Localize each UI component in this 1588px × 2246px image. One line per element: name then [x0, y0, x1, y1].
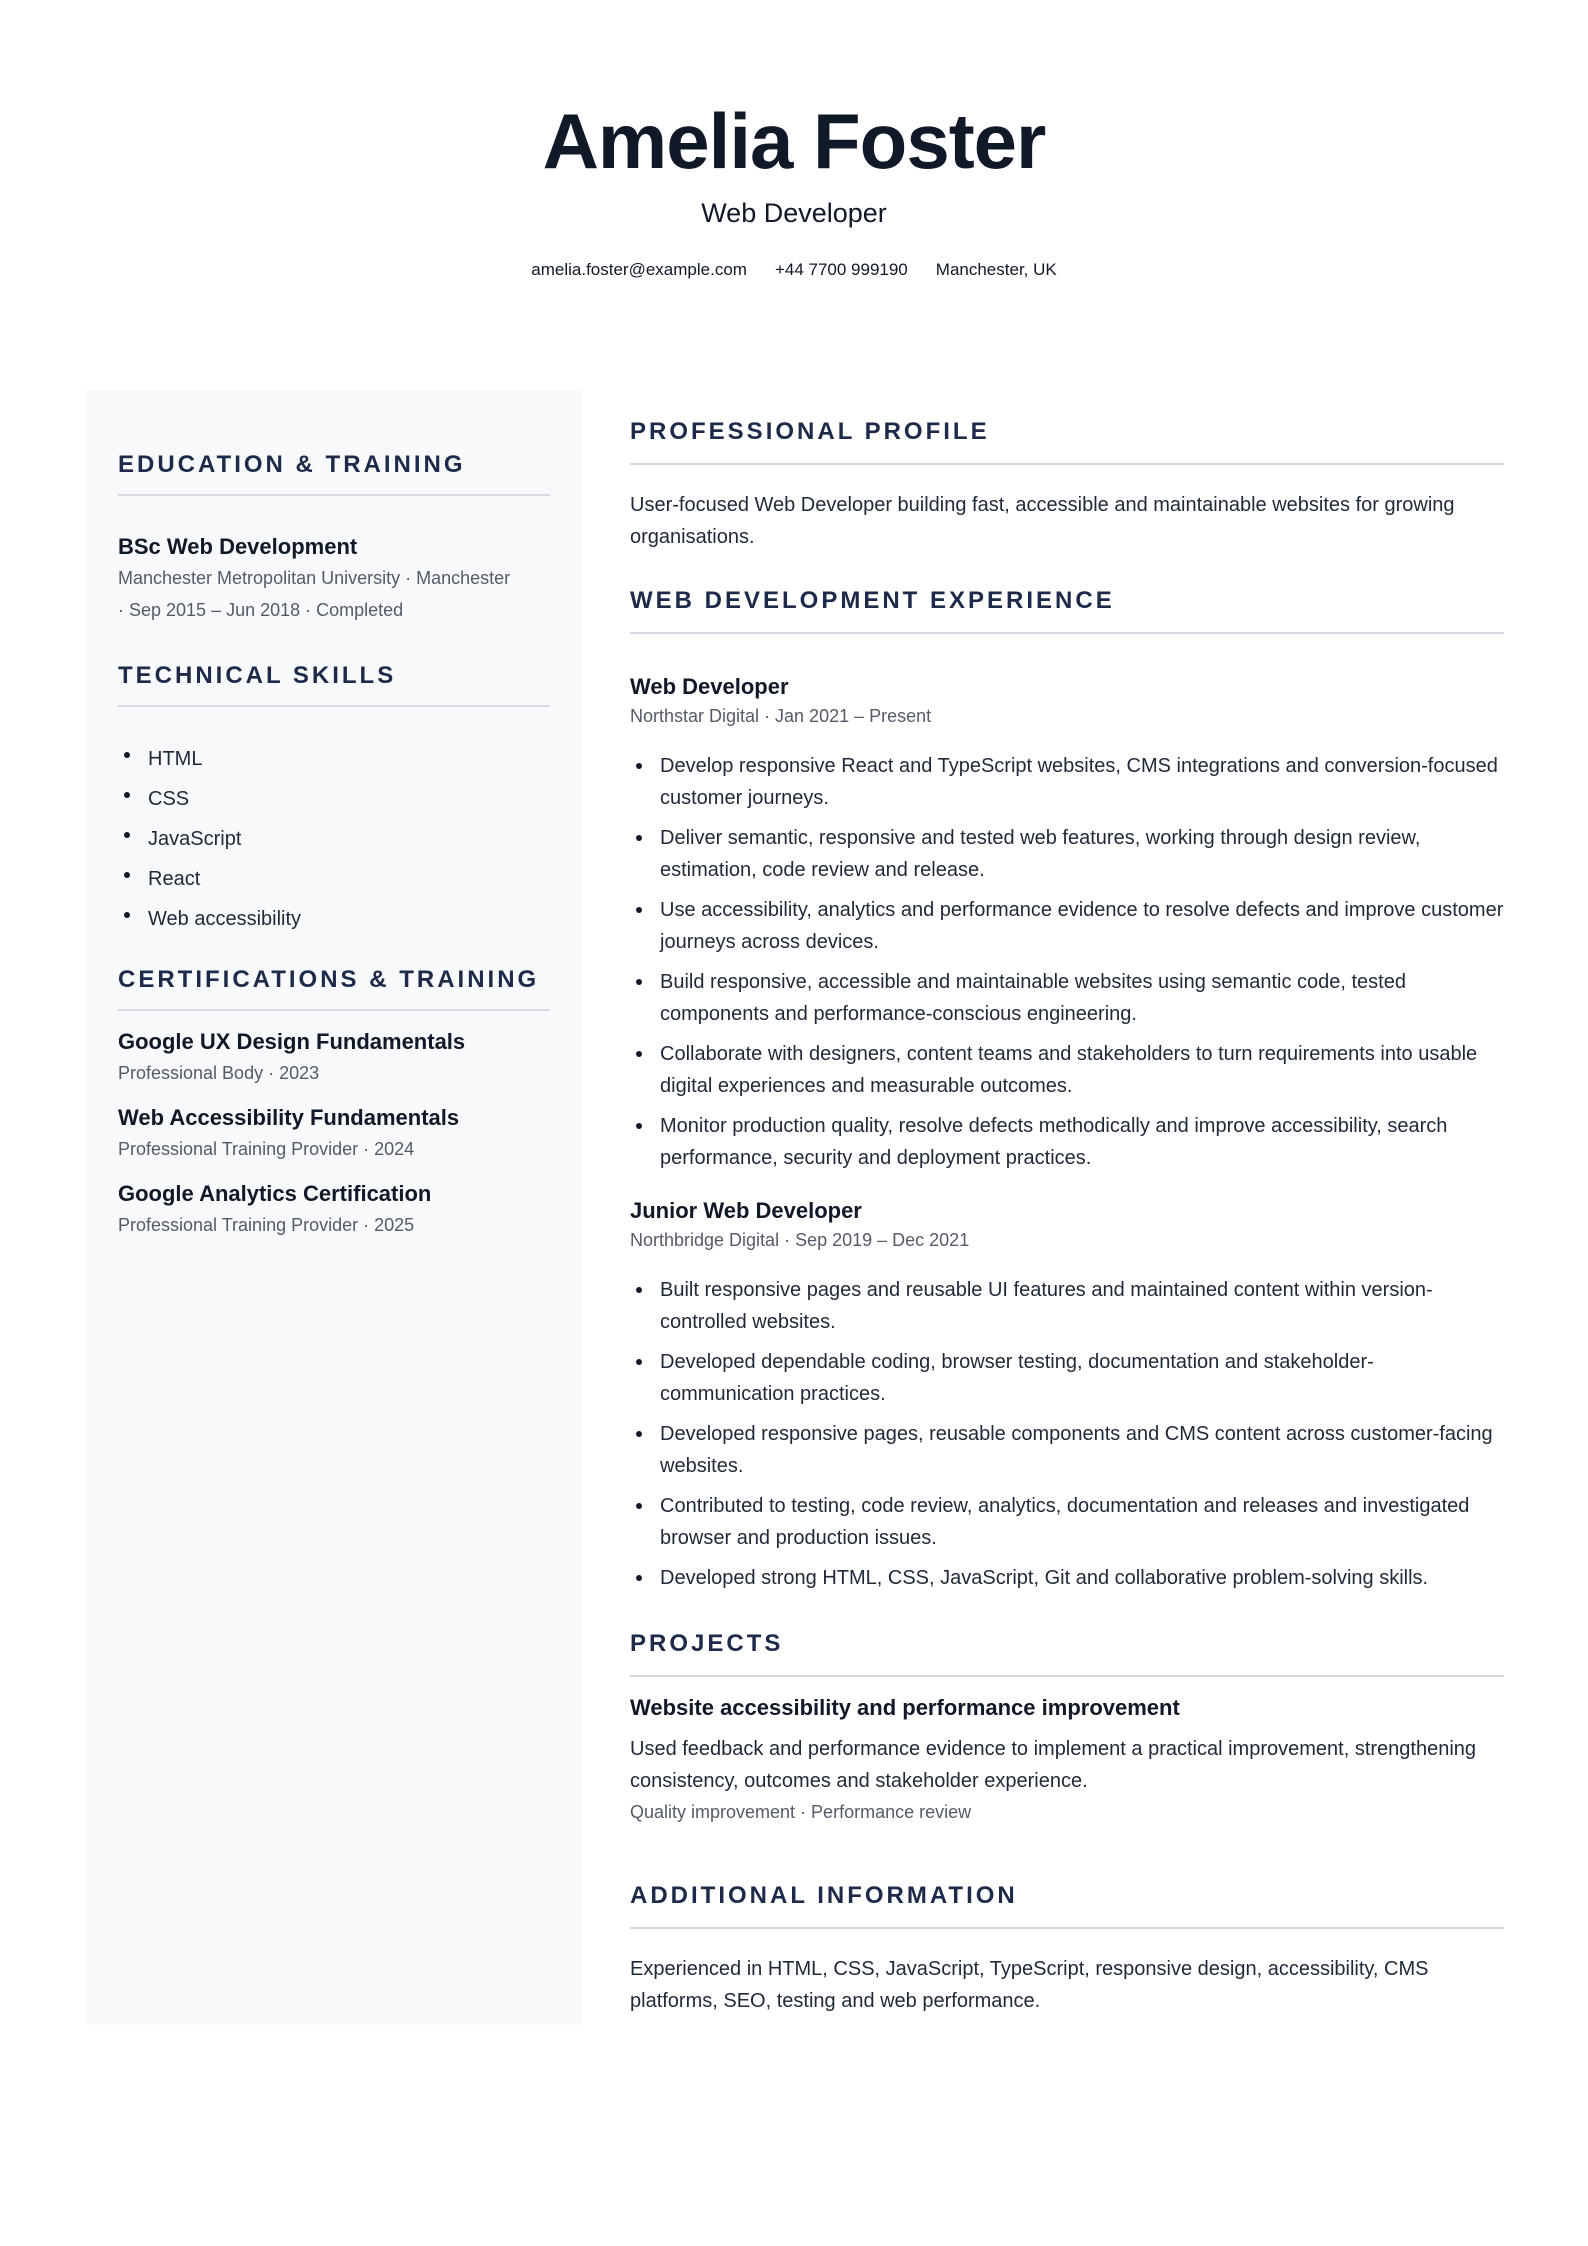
job-bullet: Monitor production quality, resolve defects methodically and improve accessibility, search performance, security and deployment practices.	[630, 1110, 1504, 1174]
experience-section	[630, 586, 1504, 1594]
job-meta: Northstar Digital · Jan 2021 – Present	[630, 706, 932, 726]
job-bullet: Deliver semantic, responsive and tested web features, working through design review, estimation, code review and release.	[630, 822, 1504, 886]
additional-section	[630, 1881, 1504, 2017]
section-divider	[630, 463, 1504, 465]
job-bullet: Developed dependable coding, browser testing, documentation and stakeholder-communication practices.	[630, 1346, 1504, 1410]
project-name: Website accessibility and performance improvement	[630, 1695, 1180, 1720]
job-bullet: Develop responsive React and TypeScript websites, CMS integrations and conversion-focused customer journeys.	[630, 750, 1504, 814]
job-role: Junior Web Developer	[630, 1198, 862, 1223]
skills-list	[118, 739, 550, 939]
candidate-name: Amelia Foster	[542, 97, 1046, 185]
job-bullet: Collaborate with designers, content teams and stakeholders to turn requirements into usable digital experiences and measurable outcomes.	[630, 1038, 1504, 1102]
education-degree: BSc Web Development	[118, 534, 358, 559]
profile-text: User-focused Web Developer building fast, accessible and maintainable websites for growing organisations.	[630, 494, 1455, 548]
contact-line	[0, 259, 1588, 281]
cert-meta: Professional Body · 2023	[118, 1063, 320, 1083]
projects-section	[630, 1629, 1504, 1827]
cert-item	[118, 1179, 550, 1241]
skill-item: Web accessibility	[118, 899, 550, 939]
job-bullet: Developed responsive pages, reusable components and CMS content across customer-facing websites.	[630, 1418, 1504, 1482]
cert-meta: Professional Training Provider · 2025	[118, 1215, 415, 1235]
skill-item: React	[118, 859, 550, 899]
cert-item	[118, 1027, 550, 1089]
skill-item: CSS	[118, 779, 550, 819]
cert-name: Google Analytics Certification	[118, 1181, 432, 1206]
job-meta: Northbridge Digital · Sep 2019 – Dec 2021	[630, 1230, 970, 1250]
education-meta-1: Manchester Metropolitan University · Manchester	[118, 568, 511, 588]
cert-meta: Professional Training Provider · 2024	[118, 1139, 415, 1159]
experience-title: WEB DEVELOPMENT EXPERIENCE	[630, 587, 1115, 614]
job-bullet: Build responsive, accessible and maintainable websites using semantic code, tested components and performance-conscious engineering.	[630, 966, 1504, 1030]
job-bullet: Contributed to testing, code review, analytics, documentation and releases and investigated browser and production issues.	[630, 1490, 1504, 1554]
profile-title: PROFESSIONAL PROFILE	[630, 418, 990, 445]
section-divider	[630, 1927, 1504, 1929]
certifications-section	[118, 965, 550, 1241]
section-divider	[118, 1009, 550, 1011]
skill-item: JavaScript	[118, 819, 550, 859]
profile-section	[630, 417, 1504, 553]
education-section	[118, 450, 550, 626]
candidate-role: Web Developer	[701, 198, 887, 228]
job-bullets	[630, 750, 1504, 1174]
skill-item: HTML	[118, 739, 550, 779]
job-entry	[630, 1196, 1504, 1594]
project-text: Used feedback and performance evidence to implement a practical improvement, strengthening consistency, outcomes and stakeholder experience.	[630, 1738, 1477, 1792]
cert-name: Google UX Design Fundamentals	[118, 1029, 466, 1054]
project-tags: Quality improvement · Performance review	[630, 1802, 972, 1822]
education-title: EDUCATION & TRAINING	[118, 451, 466, 478]
cert-item	[118, 1103, 550, 1165]
certifications-title: CERTIFICATIONS & TRAINING	[118, 966, 540, 993]
contact-email[interactable]: amelia.foster@example.com	[531, 260, 747, 279]
contact-location: Manchester, UK	[935, 260, 1057, 279]
job-bullet: Built responsive pages and reusable UI features and maintained content within version-controlled websites.	[630, 1274, 1504, 1338]
sidebar	[86, 390, 582, 2025]
education-meta-2: · Sep 2015 – Jun 2018 · Completed	[118, 600, 404, 620]
section-divider	[118, 705, 550, 707]
cert-name: Web Accessibility Fundamentals	[118, 1105, 460, 1130]
additional-text: Experienced in HTML, CSS, JavaScript, TypeScript, responsive design, accessibility, CMS platforms, SEO, testing and web performance.	[630, 1958, 1429, 2012]
section-divider	[630, 632, 1504, 634]
skills-section	[118, 661, 550, 939]
job-bullet: Use accessibility, analytics and performance evidence to resolve defects and improve customer journeys across devices.	[630, 894, 1504, 958]
job-role: Web Developer	[630, 674, 789, 699]
skills-title: TECHNICAL SKILLS	[118, 662, 397, 689]
job-entry	[630, 672, 1504, 1174]
projects-title: PROJECTS	[630, 1630, 784, 1657]
contact-phone[interactable]: +44 7700 999190	[774, 260, 908, 279]
section-divider	[118, 494, 550, 496]
job-bullet: Developed strong HTML, CSS, JavaScript, Git and collaborative problem-solving skills.	[630, 1562, 1504, 1594]
section-divider	[630, 1675, 1504, 1677]
job-bullets	[630, 1274, 1504, 1594]
additional-title: ADDITIONAL INFORMATION	[630, 1882, 1018, 1909]
